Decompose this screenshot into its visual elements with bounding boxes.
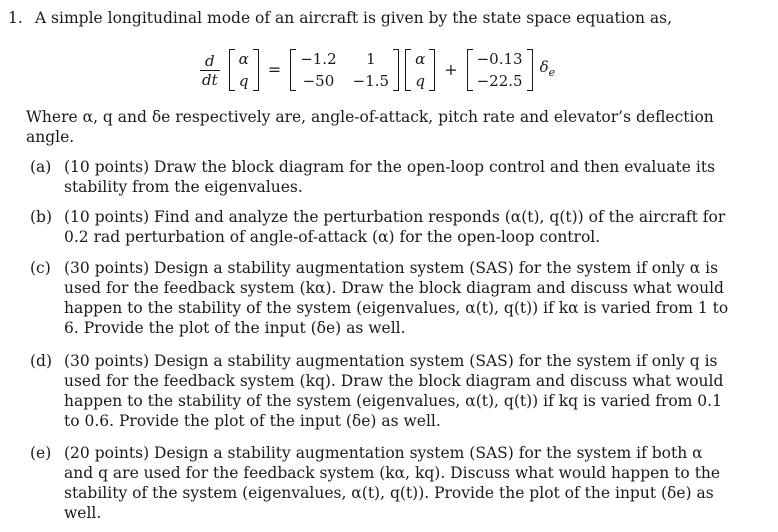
part-b: [30, 207, 730, 247]
a-matrix-cell: −1.2: [300, 50, 337, 68]
state-vector: [229, 49, 259, 91]
part-text: (20 points) Design a stability augmentation system (SAS) for the system if both α and q are used for the feedback system (kα, kq). Discuss what would happen to the stability of the system (eigenvalues, α(t), q(t)). Provide the plot of the input (δe) as well.: [64, 444, 721, 522]
state-q-rhs: q: [415, 72, 425, 90]
part-e: [30, 443, 730, 523]
b-matrix: [467, 49, 533, 91]
a-matrix-cell: −1.5: [352, 72, 390, 90]
part-label: (c): [30, 259, 51, 277]
part-label: (b): [30, 208, 53, 226]
derivative-numerator: d: [205, 51, 215, 70]
state-q: q: [238, 72, 249, 90]
b-matrix-cell: −22.5: [476, 72, 523, 90]
state-alpha-rhs: α: [415, 50, 426, 68]
question-number: 1.: [8, 9, 23, 27]
state-vector-rhs: [405, 49, 435, 91]
part-c: [30, 258, 730, 338]
input-delta: [540, 57, 556, 83]
question-stem: A simple longitudinal mode of an aircraft is given by the state space equation as,: [34, 9, 673, 27]
part-label: (d): [30, 352, 53, 370]
a-matrix-cell: 1: [366, 50, 376, 68]
derivative-denominator: dt: [202, 70, 218, 89]
part-text: (10 points) Draw the block diagram for the open-loop control and then evaluate its stability from the eigenvalues.: [64, 158, 716, 196]
state-space-equation: [200, 46, 555, 94]
intro-paragraph: Where α, q and δe respectively are, angle-of-attack, pitch rate and elevator’s deflection angle.: [26, 108, 714, 146]
equals-sign: =: [267, 60, 282, 79]
part-d: [30, 351, 730, 431]
part-text: (30 points) Design a stability augmentation system (SAS) for the system if only α is used for the feedback system (kα). Draw the block diagram and discuss what would happen to the stability of the system (eigenvalues, α(t), q(t)) if kα is varied from 1 to 6. Provide the plot of the input (δe) as well.: [64, 259, 729, 337]
part-label: (a): [30, 158, 52, 176]
question-header: [8, 8, 768, 28]
derivative-operator: [200, 52, 220, 89]
plus-sign: +: [444, 60, 458, 79]
state-alpha: α: [238, 50, 249, 68]
part-text: (10 points) Find and analyze the perturbation responds (α(t), q(t)) of the aircraft for 0.2 rad perturbation of angle-of-attack (α) for the open-loop control.: [64, 208, 726, 246]
part-label: (e): [30, 444, 52, 462]
input-symbol: δ: [539, 58, 549, 76]
part-text: (30 points) Design a stability augmentation system (SAS) for the system if only q is used for the feedback system (kq). Draw the block diagram and discuss what would happen to the stability of the system (eigenvalues, α(t), q(t)) if kq is varied from 0.1 to 0.6. Provide the plot of the input (δe) as well.: [64, 352, 724, 430]
b-matrix-cell: −0.13: [476, 50, 523, 68]
part-a: [30, 157, 730, 197]
input-subscript: e: [548, 66, 556, 79]
a-matrix-cell: −50: [302, 72, 335, 90]
a-matrix: [290, 49, 399, 91]
